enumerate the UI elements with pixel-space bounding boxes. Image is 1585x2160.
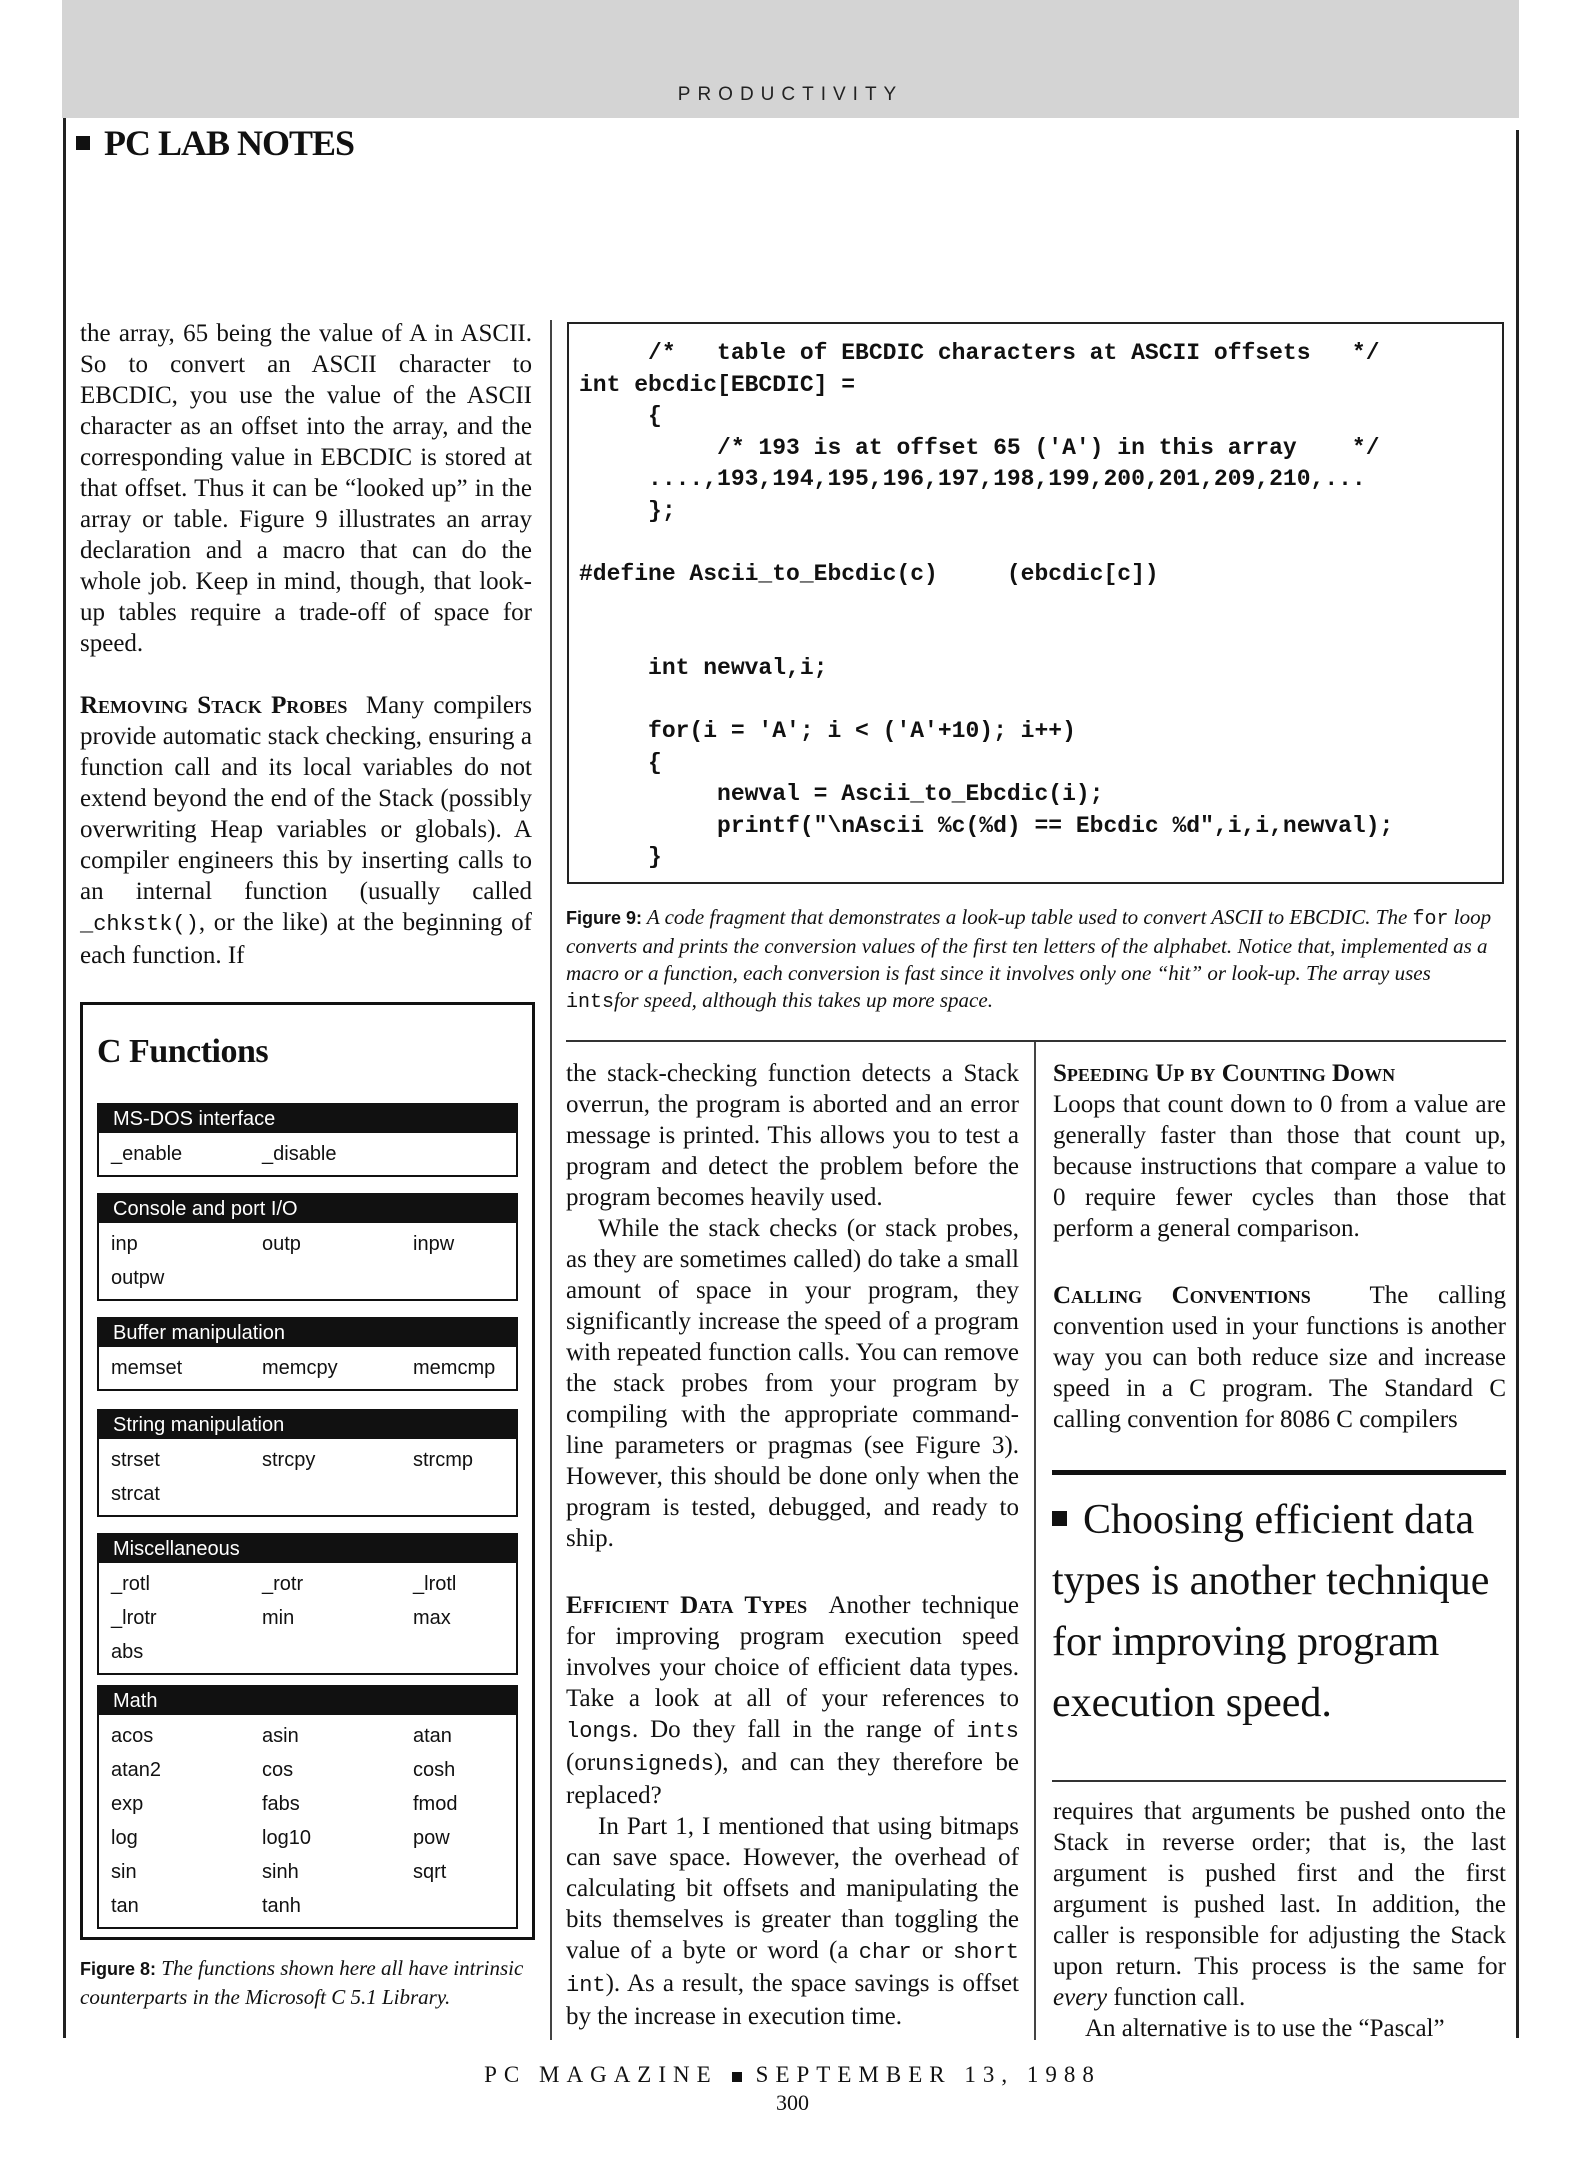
pull-quote-rule-top <box>1052 1470 1506 1475</box>
inline-code: _chkstk() <box>80 912 199 937</box>
function-name: fabs <box>262 1793 300 1815</box>
function-name: memcmp <box>413 1357 496 1379</box>
column-title: PC LAB NOTES <box>76 122 354 164</box>
function-name: memcpy <box>262 1357 338 1379</box>
function-name: cos <box>262 1759 294 1781</box>
function-group-math <box>97 1685 518 1929</box>
page-number: 300 <box>776 2090 809 2115</box>
function-name: strcmp <box>413 1449 473 1471</box>
function-name: outpw <box>111 1267 165 1289</box>
function-name: inp <box>111 1233 138 1255</box>
function-group-msdos <box>97 1103 518 1177</box>
function-name: sqrt <box>413 1861 447 1883</box>
figure-9-rule <box>566 1040 1506 1042</box>
group-header: Buffer manipulation <box>99 1319 516 1347</box>
run-in-heading: Speeding Up by Counting Down <box>1053 1060 1396 1087</box>
function-name: pow <box>413 1827 450 1849</box>
function-name: memset <box>111 1357 183 1379</box>
c-functions-box <box>80 1002 535 1940</box>
function-name: _lrotr <box>111 1607 157 1629</box>
paragraph: Calling Conventions The calling convention used in your functions is another way you can both reduce size and increase speed in a C program. The Standard C calling convention for 8086 C compilers <box>1053 1282 1506 1433</box>
function-group-string <box>97 1409 518 1517</box>
function-name: cosh <box>413 1759 456 1781</box>
paragraph: Speeding Up by Counting Down Loops that count down to 0 from a value are generally faster than those that count up, because instructions that compare a value to 0 require fewer cycles than those that perform a general comparison. <box>1053 1060 1506 1242</box>
column-1 <box>80 318 532 1002</box>
function-name: min <box>262 1607 295 1629</box>
function-name: strcat <box>111 1483 160 1505</box>
square-bullet-icon <box>76 136 90 150</box>
function-name: strcpy <box>262 1449 316 1471</box>
column-3-continued <box>1053 1796 1506 2044</box>
group-header: String manipulation <box>99 1411 516 1439</box>
group-header: Miscellaneous <box>99 1535 516 1563</box>
code-block: /* table of EBCDIC characters at ASCII offsets */ int ebcdic[EBCDIC] = { /* 193 is at offset 65 ('A') in this array */ ....,193,194,195,196,197,198,199,200,201,209,210,... }; #define Ascii_to_Ebcdic(c) (ebcdic[c]) int newval,i; for(i = 'A'; i < ('A'+10); i++) { newval = Ascii_to_Ebcdic(i); printf("\nAscii %c(%d) == Ebcdic %d",i,i,newval); } <box>579 340 1394 870</box>
function-name: outp <box>262 1233 301 1255</box>
function-name: acos <box>111 1725 154 1747</box>
square-bullet-icon <box>1052 1511 1067 1526</box>
function-group-misc <box>97 1533 518 1675</box>
paragraph: requires that arguments be pushed onto the Stack in reverse order; that is, the last argument is pushed first and the first argument is pushed last. In addition, the caller is responsible for adjusting the Stack upon return. This process is the same for every function call. <box>1053 1798 1506 2011</box>
function-group-buffer <box>97 1317 518 1391</box>
pull-quote: Choosing efficient data types is another technique for improving program execution speed. <box>1052 1497 1490 1726</box>
figure-label: Figure 9: <box>566 908 643 928</box>
function-name: sin <box>111 1861 137 1883</box>
group-header: Console and port I/O <box>99 1195 516 1223</box>
left-border-rule <box>63 118 66 2038</box>
paragraph: Removing Stack Probes Many compilers provide automatic stack checking, ensuring a function call and its local variables do not extend beyond the end of the Stack (possibly overwriting Heap variables or globals). A compiler engineers this by inserting calls to an internal function (usually called _chkstk(), or the like) at the beginning of each function. If <box>80 692 532 969</box>
function-name: asin <box>262 1725 299 1747</box>
figure-label: Figure 8: <box>80 1959 157 1979</box>
function-group-console-io <box>97 1193 518 1301</box>
page-footer <box>0 2062 1585 2088</box>
paragraph: In Part 1, I mentioned that using bitmaps can save space. However, the overhead of calculating bit offsets and manipulating the bits themselves is greater than toggling the value of a byte or word (a char or short int). As a result, the space savings is offset by the increase in execution time. <box>566 1813 1020 2030</box>
paragraph: While the stack checks (or stack probes, as they are sometimes called) do take a small amount of space in your program, they significantly increase the speed of a program with repeated function calls. You can remove the stack probes from your program by compiling with the appropriate command-line parameters or pragmas (see Figure 3). However, this should be done only when the program is tested, debugged, and ready to ship. <box>566 1215 1019 1552</box>
function-name: tanh <box>262 1895 301 1917</box>
section-label: PRODUCTIVITY <box>677 84 904 105</box>
function-name: max <box>413 1607 451 1629</box>
paragraph: the array, 65 being the value of A in ASCII. So to convert an ASCII character to EBCDIC, you use the value of the ASCII character as an offset into the array, and the corresponding value in EBCDIC is stored at that offset. Thus it can be “looked up” in the array or table. Figure 9 illustrates an array declaration and a macro that can do the whole job. Keep in mind, though, that look-up tables require a trade-off of space for speed. <box>80 320 532 657</box>
figure-9-caption: Figure 9: A code fragment that demonstrates a look-up table used to convert ASCII to EBCDIC. The for loop converts and prints the conversion values of the first ten letters of the alphabet. Notice that, implemented as a macro or a function, each conversion is fast since it involves only one “hit” or look-up. The array uses intsfor speed, although this takes up more space. <box>566 905 1492 1014</box>
figure-9-code-listing <box>567 322 1504 884</box>
paragraph: the stack-checking function detects a Stack overrun, the program is aborted and an error message is printed. This allows you to test a program and detect the problem before the program becomes heavily used. <box>566 1060 1019 1211</box>
function-name: exp <box>111 1793 144 1815</box>
column-3 <box>1053 1058 1506 1435</box>
paragraph: An alternative is to use the “Pascal” <box>1085 2015 1445 2042</box>
function-name: _disable <box>262 1143 337 1165</box>
function-name: _lrotl <box>413 1573 457 1595</box>
square-bullet-icon <box>732 2072 742 2082</box>
group-header: MS-DOS interface <box>99 1105 516 1133</box>
function-name: atan2 <box>111 1759 162 1781</box>
function-name: log10 <box>262 1827 311 1849</box>
function-name: strset <box>111 1449 160 1471</box>
run-in-heading: Calling Conventions <box>1053 1282 1311 1309</box>
pull-quote-rule-bottom <box>1052 1780 1506 1782</box>
column-divider-1 <box>550 320 552 2040</box>
function-name: _enable <box>111 1143 183 1165</box>
column-2 <box>566 1058 1019 2032</box>
function-name: abs <box>111 1641 144 1663</box>
figure-8-caption: Figure 8: The functions shown here all have intrinsic counterparts in the Microsoft C 5.1 Library. <box>80 1956 524 2009</box>
function-name: _rotr <box>262 1573 304 1595</box>
function-name: inpw <box>413 1233 455 1255</box>
column-divider-2 <box>1034 1040 1036 2040</box>
function-name: atan <box>413 1725 452 1747</box>
function-name: log <box>111 1827 138 1849</box>
run-in-heading: Removing Stack Probes <box>80 692 348 719</box>
run-in-heading: Efficient Data Types <box>566 1592 808 1619</box>
function-name: sinh <box>262 1861 299 1883</box>
group-header: Math <box>99 1687 516 1715</box>
paragraph: Efficient Data Types Another technique for improving program execution speed involves your choice of efficient data types. Take a look at all of your references to longs. Do they fall in the range of ints (orunsigneds), and can they therefore be replaced? <box>566 1592 1019 1809</box>
function-name: tan <box>111 1895 139 1917</box>
magazine-name: PC MAGAZINE <box>484 2062 718 2087</box>
issue-date: SEPTEMBER 13, 1988 <box>755 2062 1101 2087</box>
function-name: fmod <box>413 1793 458 1815</box>
c-functions-title: C Functions <box>97 1033 269 1070</box>
right-border-rule <box>1516 130 1519 2038</box>
function-name: _rotl <box>111 1573 150 1595</box>
